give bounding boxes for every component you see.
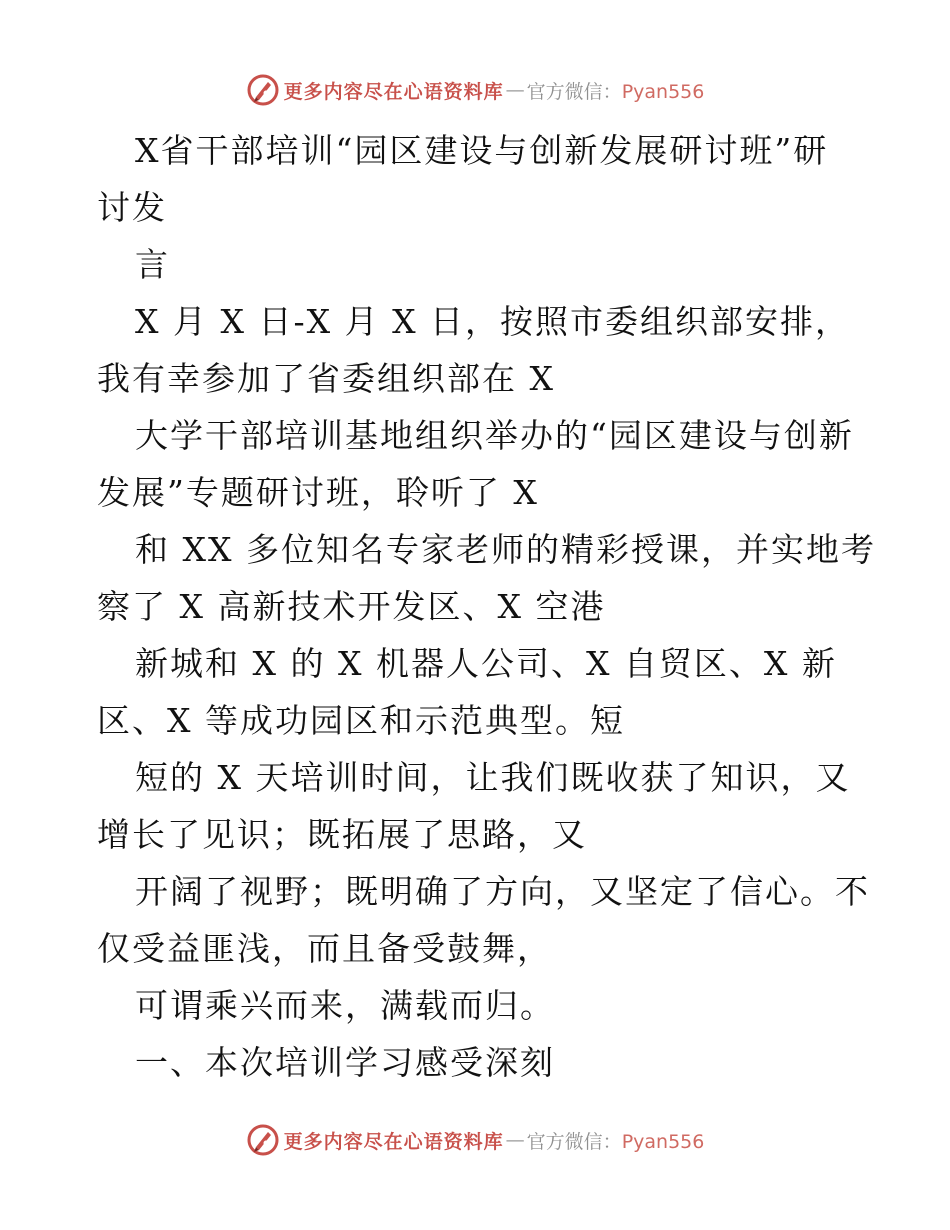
text-line: 增长了见识；既拓展了思路，又 — [97, 815, 587, 854]
watermark-contact-id: Pyan556 — [621, 80, 705, 103]
text-line: 和 XX 多位知名专家老师的精彩授课，并实地考 — [135, 530, 876, 569]
text-line: X 月 X 日-X 月 X 日，按照市委组织部安排， — [135, 302, 851, 341]
text-line: 开阔了视野；既明确了方向，又坚定了信心。不 — [135, 872, 870, 911]
pen-logo-icon — [246, 73, 280, 107]
text-line: X省干部培训“园区建设与创新发展研讨班”研 — [135, 131, 829, 170]
watermark-footer — [0, 1120, 950, 1160]
watermark-contact-label: 官方微信： — [526, 1130, 622, 1153]
text-line: 大学干部培训基地组织举办的“园区建设与创新 — [135, 416, 854, 455]
section-heading: 一、本次培训学习感受深刻 — [135, 1043, 555, 1082]
text-line: 可谓乘兴而来，满载而归。 — [135, 986, 555, 1025]
watermark-header — [0, 70, 950, 110]
text-line: 言 — [135, 245, 170, 284]
text-line: 区、X 等成功园区和示范典型。短 — [97, 701, 625, 740]
text-line: 讨发 — [97, 188, 167, 227]
text-line: 我有幸参加了省委组织部在 X — [97, 359, 555, 398]
text-line: 仅受益匪浅，而且备受鼓舞， — [97, 929, 552, 968]
watermark-main-text: 更多内容尽在心语资料库 — [283, 1130, 504, 1153]
watermark-contact-label: 官方微信： — [526, 80, 622, 103]
watermark-separator: — — [505, 79, 525, 101]
pen-logo-icon — [246, 1123, 280, 1157]
watermark-separator: — — [505, 1129, 525, 1151]
watermark-contact — [527, 1127, 705, 1154]
watermark-main-text: 更多内容尽在心语资料库 — [283, 80, 504, 103]
text-line: 短的 X 天培训时间，让我们既收获了知识，又 — [135, 758, 851, 797]
text-line: 发展”专题研讨班，聆听了 X — [97, 473, 539, 512]
text-line: 察了 X 高新技术开发区、X 空港 — [97, 587, 606, 626]
text-line: 新城和 X 的 X 机器人公司、X 自贸区、X 新 — [135, 644, 837, 683]
watermark-contact — [527, 77, 705, 104]
watermark-contact-id: Pyan556 — [621, 1130, 705, 1153]
document-body — [97, 122, 876, 1091]
